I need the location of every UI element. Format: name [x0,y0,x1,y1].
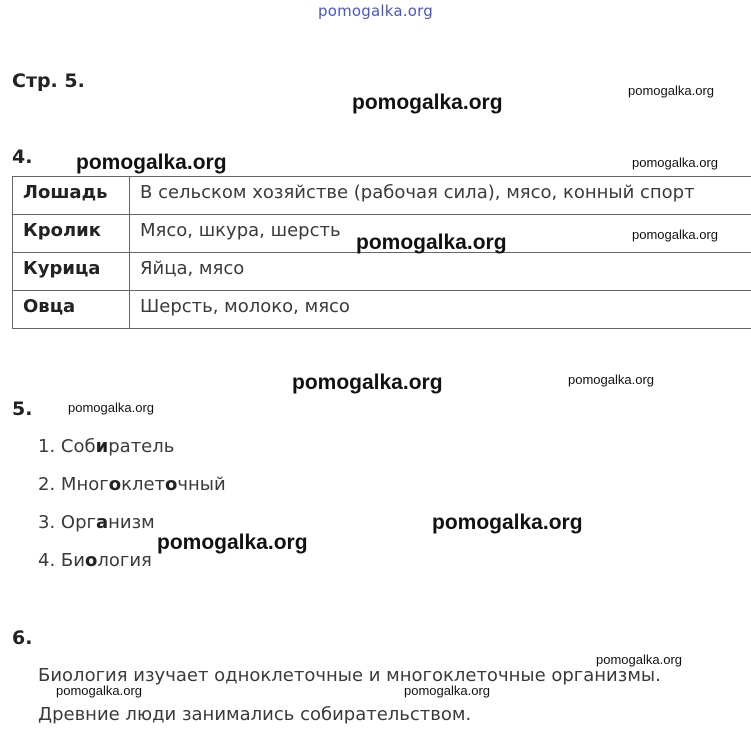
watermark: pomogalka.org [292,371,443,394]
watermark-small: pomogalka.org [632,155,718,170]
answer-line-2: Древние люди занимались собирательством. [38,704,472,725]
watermark: pomogalka.org [352,91,503,114]
animal-use: Яйца, мясо [130,253,751,291]
animal-name: Кролик [13,215,130,253]
watermark: pomogalka.org [157,531,308,554]
animal-use: Мясо, шкура, шерсть [130,215,751,253]
watermark-small: pomogalka.org [56,683,142,698]
watermark-small: pomogalka.org [596,652,682,667]
watermark-small: pomogalka.org [628,83,714,98]
animal-name: Лошадь [13,177,130,215]
page-heading: Стр. 5. [12,70,85,92]
watermark: pomogalka.org [432,511,583,534]
list-item: 3. Организм [38,512,155,533]
task-6-number: 6. [12,627,33,649]
animal-use: В сельском хозяйстве (рабочая сила), мясо, конный спорт [130,177,751,215]
watermark: pomogalka.org [356,231,507,254]
table-row [13,291,751,329]
watermark-small: pomogalka.org [568,372,654,387]
table-row [13,177,751,215]
watermark: pomogalka.org [76,151,227,174]
watermark-small: pomogalka.org [68,400,154,415]
animal-name: Курица [13,253,130,291]
table-row [13,253,751,291]
task-4-number: 4. [12,146,33,168]
site-link[interactable]: pomogalka.org [318,2,433,20]
watermark-small: pomogalka.org [404,683,490,698]
words-list [38,436,226,588]
list-item: 2. Многоклеточный [38,474,226,495]
list-item: 4. Биология [38,550,152,571]
list-item: 1. Собиратель [38,436,175,457]
task-5-number: 5. [12,398,33,420]
answer-line-1: Биология изучает одноклеточные и многоклеточные организмы. [38,665,661,686]
watermark-small: pomogalka.org [632,227,718,242]
animal-name: Овца [13,291,130,329]
animal-use: Шерсть, молоко, мясо [130,291,751,329]
